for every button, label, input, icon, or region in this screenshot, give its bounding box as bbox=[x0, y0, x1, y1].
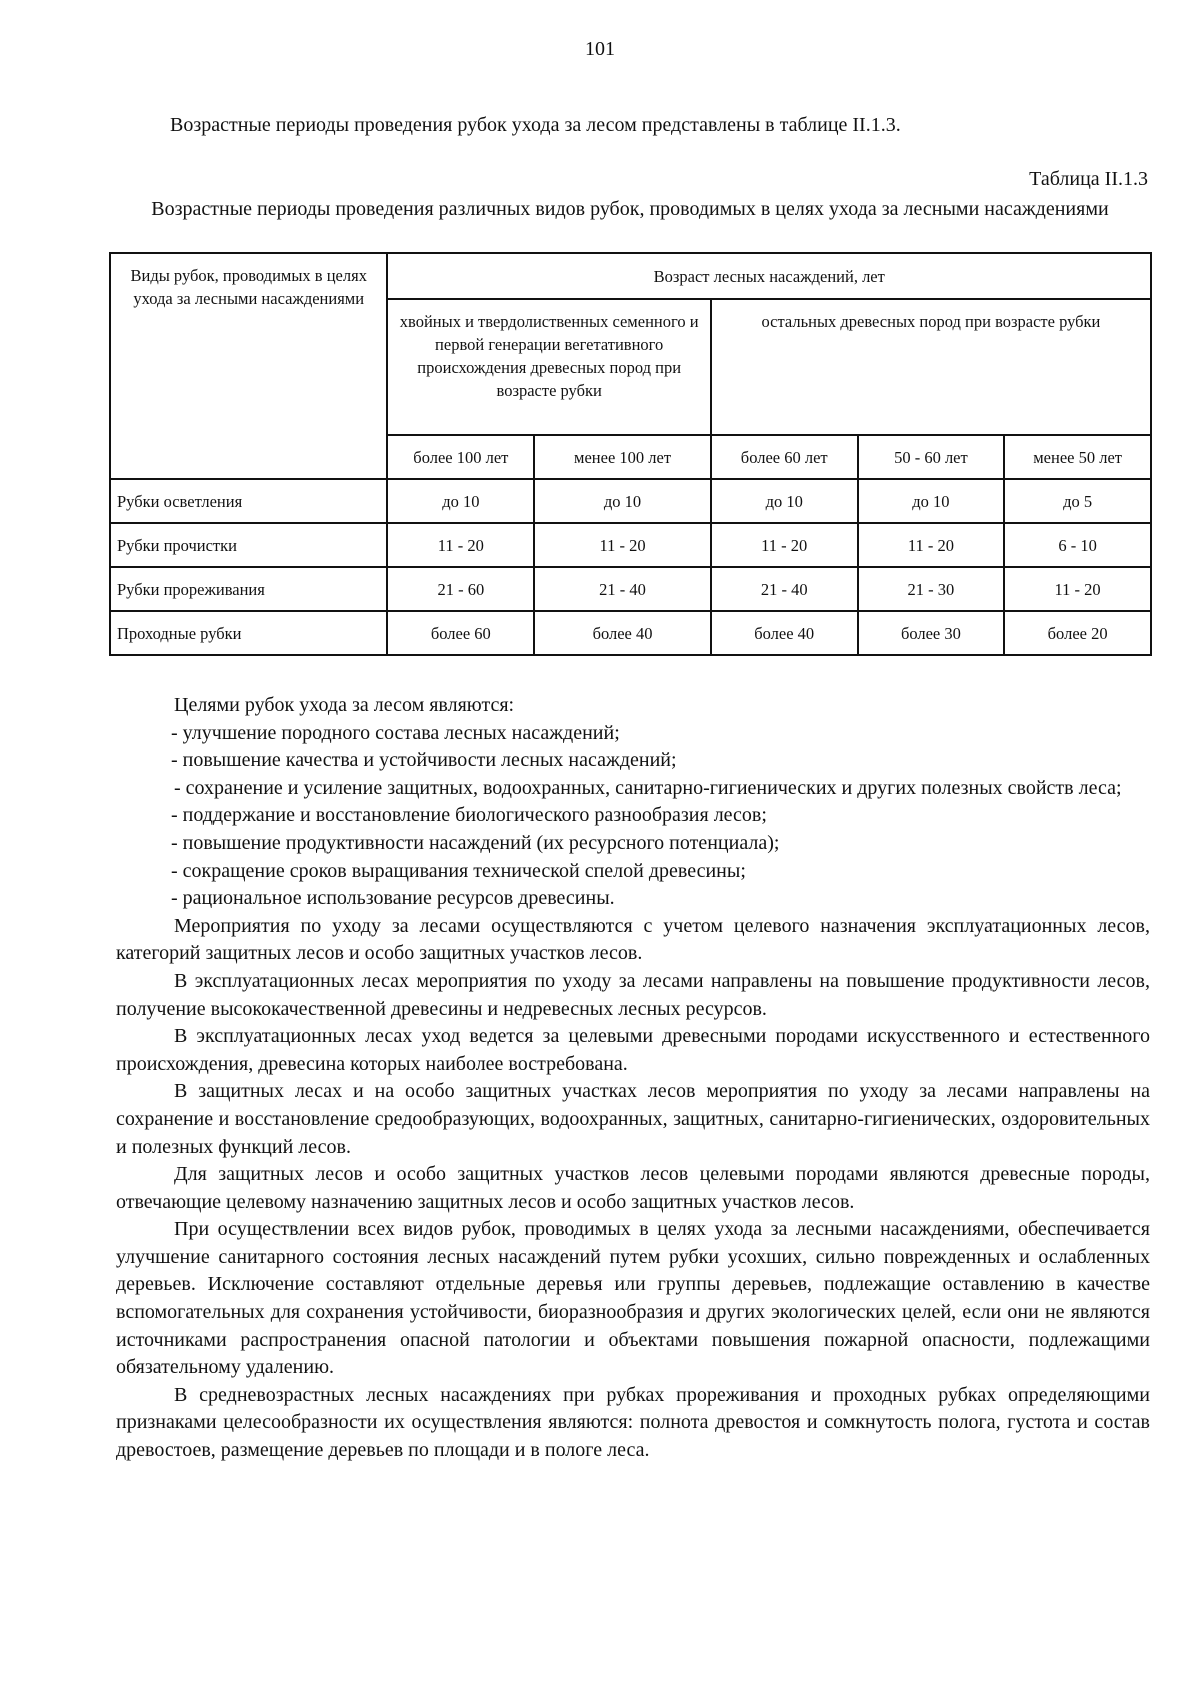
table-cell: 11 - 20 bbox=[534, 523, 711, 567]
table-cell: 21 - 40 bbox=[534, 567, 711, 611]
row-name: Рубки прореживания bbox=[110, 567, 387, 611]
table-cell: 21 - 40 bbox=[711, 567, 858, 611]
header-group-other: остальных древесных пород при возрасте рубки bbox=[711, 299, 1151, 435]
table-cell: до 10 bbox=[387, 479, 534, 523]
goal-item: - рациональное использование ресурсов древесины. bbox=[171, 887, 615, 910]
table-cell: 11 - 20 bbox=[858, 523, 1005, 567]
table-cell: более 40 bbox=[534, 611, 711, 655]
paragraph: Для защитных лесов и особо защитных участков лесов целевыми породами являются древесные породы, отвечающие целевому назначению защитных лесов и особо защитных участков лесов. bbox=[116, 1163, 1150, 1213]
paragraph: При осуществлении всех видов рубок, проводимых в целях ухода за лесными насаждениями, обеспечивается улучшение санитарного состояния лесных насаждений путем рубки усохших, сильно поврежденных и ослабленных деревьев. Исключение составляют отдельные деревья или группы деревьев, подлежащие оставлению в качестве вспомогательных для сохранения устойчивости, биоразнообразия и других экологических целей, если они не являются источниками распространения опасной патологии и объектами повышения пожарной опасности, подлежащими обязательному удалению. bbox=[116, 1218, 1150, 1379]
table-row bbox=[110, 479, 1151, 523]
table-cell: до 5 bbox=[1004, 479, 1151, 523]
table-cell: 6 - 10 bbox=[1004, 523, 1151, 567]
goal-item: - повышение качества и устойчивости лесных насаждений; bbox=[171, 749, 677, 772]
header-group-conifer: хвойных и твердолиственных семенного и первой генерации вегетативного происхождения древесных пород при возрасте рубки bbox=[387, 299, 710, 435]
paragraph: В средневозрастных лесных насаждениях при рубках прореживания и проходных рубках определяющими признаками целесообразности их осуществления являются: полнота древостоя и сомкнутость полога, густота и состав древостоев, размещение деревьев по площади и в пологе леса. bbox=[116, 1383, 1150, 1462]
table-cell: до 10 bbox=[858, 479, 1005, 523]
goals-intro: Целями рубок ухода за лесом являются: bbox=[174, 694, 515, 716]
table-cell: до 10 bbox=[711, 479, 858, 523]
table-cell: более 30 bbox=[858, 611, 1005, 655]
subheader-cell: 50 - 60 лет bbox=[858, 435, 1005, 479]
table-row bbox=[110, 611, 1151, 655]
table-cell: более 20 bbox=[1004, 611, 1151, 655]
goal-item: - повышение продуктивности насаждений (их ресурсного потенциала); bbox=[171, 831, 780, 854]
goal-item: - улучшение породного состава лесных насаждений; bbox=[171, 721, 620, 744]
subheader-cell: более 100 лет bbox=[387, 435, 534, 479]
table-cell: 11 - 20 bbox=[711, 523, 858, 567]
table-cell: до 10 bbox=[534, 479, 711, 523]
age-periods-table bbox=[109, 252, 1152, 656]
body-text bbox=[116, 692, 1150, 1465]
intro-sentence: Возрастные периоды проведения рубок ухода за лесом представлены в таблице II.1.3. bbox=[170, 114, 901, 136]
table-row bbox=[110, 523, 1151, 567]
table-cell: более 60 bbox=[387, 611, 534, 655]
table-cell: более 40 bbox=[711, 611, 858, 655]
header-cutting-types: Виды рубок, проводимых в целях ухода за лесными насаждениями bbox=[110, 253, 387, 479]
table-caption: Возрастные периоды проведения различных видов рубок, проводимых в целях ухода за лесными насаждениями bbox=[151, 198, 1109, 220]
goal-item: - сохранение и усиление защитных, водоохранных, санитарно-гигиенических и других полезных свойств леса; bbox=[174, 776, 1122, 799]
paragraph: Мероприятия по уходу за лесами осуществляются с учетом целевого назначения эксплуатационных лесов, категорий защитных лесов и особо защитных участков лесов. bbox=[116, 914, 1150, 965]
subheader-cell: менее 100 лет bbox=[534, 435, 711, 479]
row-name: Рубки осветления bbox=[110, 479, 387, 523]
table-row bbox=[110, 567, 1151, 611]
paragraph: В защитных лесах и на особо защитных участках лесов мероприятия по уходу за лесами направлены на сохранение и восстановление средообразующих, водоохранных, защитных, санитарно-гигиенических, оздоровительных и полезных функций лесов. bbox=[116, 1080, 1150, 1158]
row-name: Рубки прочистки bbox=[110, 523, 387, 567]
paragraph: В эксплуатационных лесах мероприятия по уходу за лесами направлены на повышение продуктивности лесов, получение высококачественной древесины и недревесных лесных ресурсов. bbox=[116, 969, 1150, 1020]
table-cell: 21 - 30 bbox=[858, 567, 1005, 611]
table-cell: 21 - 60 bbox=[387, 567, 534, 611]
row-name: Проходные рубки bbox=[110, 611, 387, 655]
goal-item: - сокращение сроков выращивания технической спелой древесины; bbox=[171, 859, 746, 882]
header-forest-age: Возраст лесных насаждений, лет bbox=[387, 253, 1151, 299]
table-cell: 11 - 20 bbox=[387, 523, 534, 567]
page-number: 101 bbox=[585, 38, 615, 60]
subheader-cell: менее 50 лет bbox=[1004, 435, 1151, 479]
table-cell: 11 - 20 bbox=[1004, 567, 1151, 611]
table-label: Таблица II.1.3 bbox=[1029, 168, 1148, 190]
goal-item: - поддержание и восстановление биологического разнообразия лесов; bbox=[171, 804, 767, 827]
paragraph: В эксплуатационных лесах уход ведется за целевыми древесными породами искусственного и естественного происхождения, древесина которых наиболее востребована. bbox=[116, 1025, 1150, 1075]
subheader-cell: более 60 лет bbox=[711, 435, 858, 479]
